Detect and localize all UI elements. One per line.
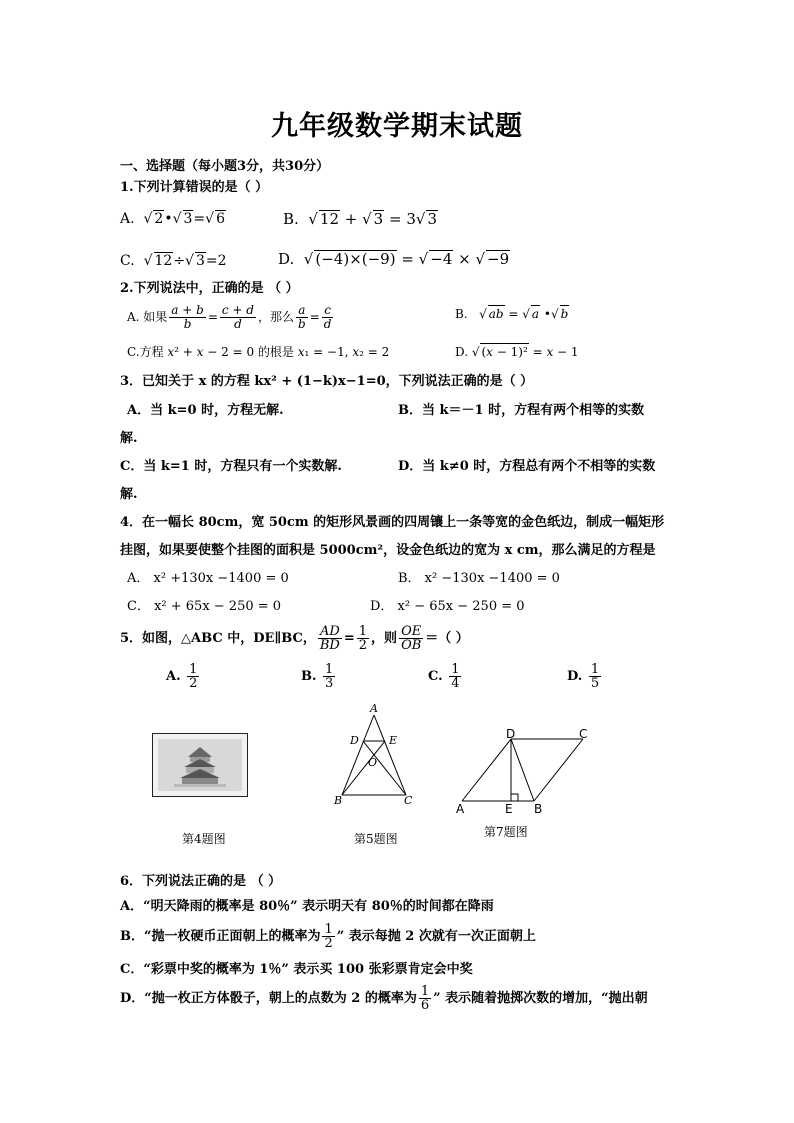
q4-landscape-figure xyxy=(152,733,248,797)
question-2-stem: 2.下列说法中，正确的是 （ ） xyxy=(120,281,299,296)
label-o: O xyxy=(368,756,378,769)
q1-option-d: D. √ (−4)×(−9) = √ −4 × √ −9 xyxy=(278,250,510,268)
q4-option-a: A． x² +130x −1400 = 0 xyxy=(127,571,289,586)
label-c: C xyxy=(404,794,413,807)
q2-option-b: B. √ ab = √ a •√ b xyxy=(455,307,569,321)
question-3-stem: 3．已知关于 x 的方程 kx² + (1−k)x−1=0，下列说法正确的是（ ） xyxy=(120,374,534,389)
q6-option-c: C．“彩票中奖的概率为 1％” 表示买 100 张彩票肯定会中奖 xyxy=(120,962,473,977)
caption-figure-7: 第7题图 xyxy=(484,825,528,839)
q1-option-c: C. √ 12÷√ 3=2 xyxy=(120,253,227,269)
q6-option-a: A．“明天降雨的概率是 80％” 表示明天有 80％的时间都在降雨 xyxy=(120,899,494,914)
q3-option-b: B．当 k＝－1 时，方程有两个相等的实数 xyxy=(398,403,645,418)
caption-figure-4: 第4题图 xyxy=(182,832,226,846)
label-a: A xyxy=(370,702,378,715)
q1-option-a: A. √ 2•√ 3=√ 6 xyxy=(120,211,225,227)
q5-option-a: A. $\frac{1}{2}$ xyxy=(166,662,198,691)
q2-option-d: D. √ (x − 1)² = x − 1 xyxy=(455,345,579,359)
question-1-stem: 1.下列计算错误的是（ ） xyxy=(120,180,269,195)
q3-option-a: A．当 k=0 时，方程无解. xyxy=(127,403,284,418)
q4-option-c: C． x² + 65x − 250 = 0 xyxy=(127,599,282,614)
label-d: D xyxy=(350,734,359,747)
label-e: E xyxy=(505,802,513,816)
q2-option-a: A. 如果 $\frac{a + b}{b}$ = $\frac{c + d}{d}$ ，那么 $\frac{a}{b}$ = $\frac{c}{d}$ xyxy=(127,303,332,331)
q7-parallelogram-figure xyxy=(452,727,602,817)
q3-option-b-cont: 解. xyxy=(120,431,138,446)
q3-option-c: C．当 k=1 时，方程只有一个实数解. xyxy=(120,459,342,474)
page-title: 九年级数学期末试题 xyxy=(271,111,523,142)
label-a: A xyxy=(456,802,465,816)
q3-option-d: D．当 k≠0 时，方程总有两个不相等的实数 xyxy=(398,459,656,474)
q3-option-d-cont: 解. xyxy=(120,487,138,502)
label-c: C xyxy=(579,727,588,741)
label-e: E xyxy=(389,734,398,747)
q6-option-b: B．“抛一枚硬币正面朝上的概率为 $\frac{1}{2}$ ” 表示每抛 2 次就有一次正面朝上 xyxy=(120,922,536,951)
q1-option-b: B. √ 12 + √ 3 = 3√ 3 xyxy=(283,210,437,228)
q5-option-b: B. $\frac{1}{3}$ xyxy=(301,662,334,691)
question-5-stem: 5．如图，△ABC 中，DE∥BC， $\frac{AD}{BD}$ = $\frac{1}{2}$ ，则 $\frac{OE}{OB}$ ＝（ ） xyxy=(120,624,469,653)
question-6-stem: 6．下列说法正确的是 （ ） xyxy=(120,874,282,889)
label-b: B xyxy=(534,802,543,816)
q5-option-c: C. $\frac{1}{4}$ xyxy=(428,662,460,691)
question-4-line2: 挂图，如果要使整个挂图的面积是 5000cm²，设金色纸边的宽为 x cm，那么满足的方程是 xyxy=(120,543,656,558)
q6-option-d: D．“抛一枚正方体骰子，朝上的点数为 2 的概率为 $\frac{1}{6}$ ” 表示随着抛掷次数的增加，“抛出朝 xyxy=(120,984,648,1013)
label-d: D xyxy=(506,727,516,741)
caption-figure-5: 第5题图 xyxy=(354,832,398,846)
q2-option-c: C.方程 x² + x − 2 = 0 的根是 x₁ = −1, x₂ = 2 xyxy=(127,345,390,359)
question-4-line1: 4．在一幅长 80cm，宽 50cm 的矩形风景画的四周镶上一条等宽的金色纸边，制成一幅矩形 xyxy=(120,515,665,530)
q5-triangle-figure xyxy=(330,700,420,810)
q5-option-d: D. $\frac{1}{5}$ xyxy=(567,662,600,691)
section-heading: 一、选择题（每小题3分，共30分） xyxy=(120,159,330,174)
label-b: B xyxy=(334,794,343,807)
q4-option-d: D． x² − 65x − 250 = 0 xyxy=(370,599,525,614)
q4-option-b: B． x² −130x −1400 = 0 xyxy=(398,571,560,586)
